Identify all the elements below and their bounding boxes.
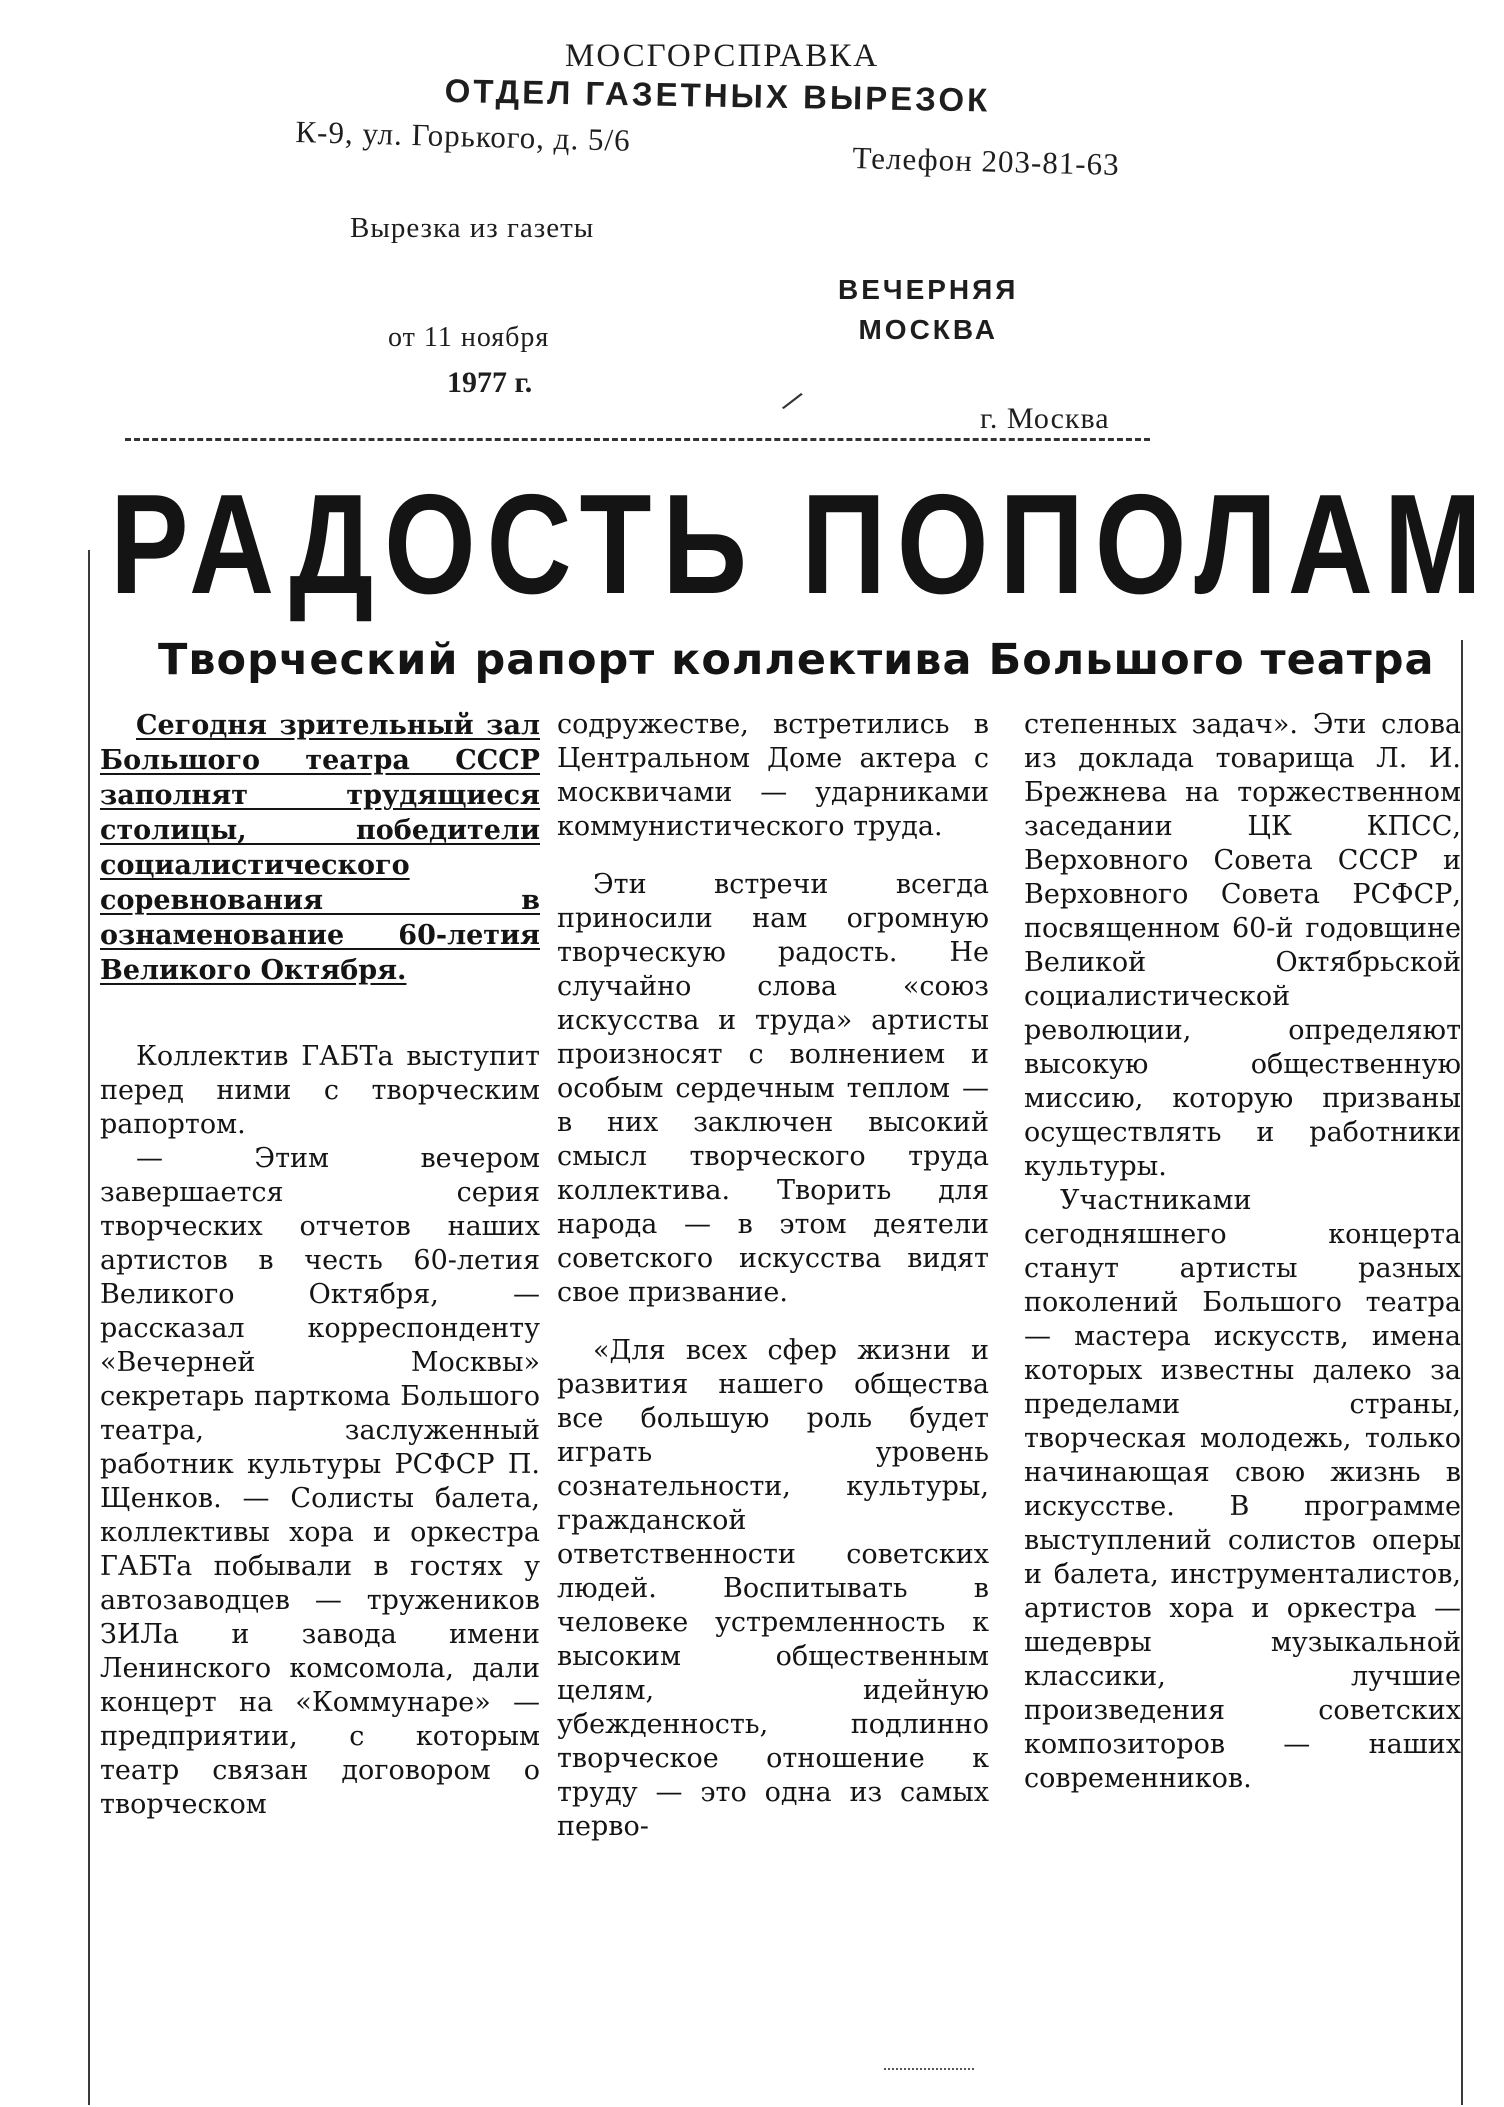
department-name: ОТДЕЛ ГАЗЕТНЫХ ВЫРЕЗОК <box>444 72 991 119</box>
article-headline: РАДОСТЬ ПОПОЛАМ <box>110 465 1493 624</box>
newspaper-name-line1: ВЕЧЕРНЯЯ <box>838 274 1019 305</box>
left-column-rule <box>88 550 90 2105</box>
newspaper-name <box>838 270 1018 350</box>
article-subheadline: Творческий рапорт коллектива Большого театра <box>158 635 1435 685</box>
paragraph: — Этим вечером завершается серия творческих отчетов наших артистов в честь 60-летия Великого Октября, — рассказал корреспонденту «Вечерней Москвы» секретарь парткома Большого театра, заслуженный работник культуры РСФСР П. Щенков. — Солисты балета, коллективы хора и оркестра ГАБТа побывали в гостях у автозаводцев — тружеников ЗИЛа и завода имени Ленинского комсомола, дали концерт на «Коммунаре» — предприятии, с которым театр связан договором о творческом <box>100 1143 540 1820</box>
right-column-rule <box>1461 640 1463 2105</box>
article-lead: Сегодня зрительный зал Большого театра СССР заполнят трудящиеся столицы, победители социалистического соревнования в ознаменование 60-летия Великого Октября. <box>100 710 540 986</box>
clipping-city: г. Москва <box>980 402 1110 435</box>
paragraph: «Для всех сфер жизни и развития нашего общества все большую роль будет играть уровень сознательности, культуры, гражданской ответственности советских людей. Воспитывать в человеке устремленность к высоким общественным целям, идейную убежденность, подлинно творческое отношение к труду — это одна из самых перво- <box>557 1335 989 1842</box>
paragraph: Участниками сегодняшнего концерта станут артисты разных поколений Большого театра — мастера искусств, имена которых известны далеко за пределами страны, творческая молодежь, только начинающая свою жизнь в искусстве. В программе выступлений солистов оперы и балета, инструменталистов, артистов хора и оркестра — шедевры музыкальной классики, лучшие произведения советских композиторов — наших современников. <box>1024 1185 1461 1794</box>
clipping-year: 1977 г. <box>447 366 533 399</box>
article-column-3 <box>1024 708 1461 1796</box>
newspaper-name-line2: МОСКВА <box>858 314 998 345</box>
pen-tick-mark: / <box>779 384 807 417</box>
article-column-2 <box>557 708 989 1844</box>
stamp-divider <box>125 438 1150 441</box>
paragraph: содружестве, встретились в Центральном Доме актера с москвичами — ударниками коммунистического труда. <box>557 709 989 842</box>
agency-address: К-9, ул. Горького, д. 5/6 <box>295 114 632 158</box>
paragraph: Коллектив ГАБТа выступит перед ними с творческим рапортом. <box>100 1041 540 1140</box>
agency-name: МОСГОРСПРАВКА <box>565 38 880 74</box>
clipping-date: от 11 ноября <box>388 322 550 353</box>
clipping-edge-mark <box>884 2068 974 2070</box>
paragraph: Эти встречи всегда приносили нам огромную творческую радость. Не случайно слова «союз искусства и труда» артисты произносят с волнением и особым сердечным теплом — в них заключен высокий смысл творческого труда коллектива. Творить для народа — в этом деятели советского искусства видят свое призвание. <box>557 869 989 1308</box>
clipping-label: Вырезка из газеты <box>350 212 595 244</box>
paragraph: степенных задач». Эти слова из доклада товарища Л. И. Брежнева на торжественном заседании ЦК КПСС, Верховного Совета СССР и Верховного Совета РСФСР, посвященном 60-й годовщине Великой Октябрьской социалистической революции, определяют высокую общественную миссию, которую призваны осуществлять и работники культуры. <box>1024 709 1461 1182</box>
clipping-stamp <box>0 0 1504 450</box>
article-column-1 <box>100 708 540 1822</box>
agency-phone: Телефон 203-81-63 <box>852 140 1121 182</box>
